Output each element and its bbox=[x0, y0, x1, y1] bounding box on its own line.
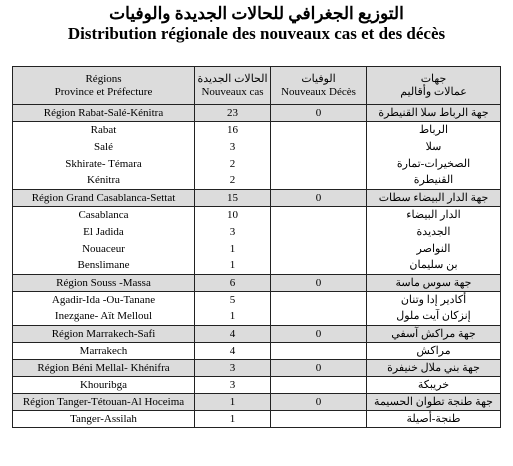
province-row bbox=[13, 292, 501, 309]
new-cases-cell: 3 bbox=[195, 360, 271, 377]
name-cell: Rabat bbox=[13, 122, 195, 139]
name-cell: Région Béni Mellal- Khénifra bbox=[13, 360, 195, 377]
name-cell: Région Souss -Massa bbox=[13, 275, 195, 292]
name-cell: Kénitra bbox=[13, 173, 195, 190]
name-cell: Khouribga bbox=[13, 377, 195, 394]
arabic-name-cell: الصخيرات-تمارة bbox=[367, 156, 501, 173]
name-cell: Salé bbox=[13, 139, 195, 156]
region-row bbox=[13, 394, 501, 411]
new-cases-cell: 3 bbox=[195, 224, 271, 241]
arabic-name-cell: خريبكة bbox=[367, 377, 501, 394]
province-row bbox=[13, 122, 501, 139]
region-row bbox=[13, 190, 501, 207]
name-cell: Tanger-Assilah bbox=[13, 411, 195, 428]
name-cell: Agadir-Ida -Ou-Tanane bbox=[13, 292, 195, 309]
province-row bbox=[13, 258, 501, 275]
title-block bbox=[0, 0, 513, 48]
new-deaths-cell bbox=[271, 292, 367, 309]
new-cases-cell: 23 bbox=[195, 105, 271, 122]
header-regions bbox=[13, 67, 195, 105]
header-sublabel: Nouveaux Décès bbox=[281, 85, 356, 98]
arabic-name-cell: سلا bbox=[367, 139, 501, 156]
name-cell: Casablanca bbox=[13, 207, 195, 224]
province-row bbox=[13, 377, 501, 394]
header-label: جهات bbox=[420, 72, 447, 85]
name-cell: Skhirate- Témara bbox=[13, 156, 195, 173]
header-new-cases bbox=[195, 67, 271, 105]
arabic-name-cell: بن سليمان bbox=[367, 258, 501, 275]
arabic-name-cell: جهة الرباط سلا القنيطرة bbox=[367, 105, 501, 122]
arabic-name-cell: جهة طنجة تطوان الحسيمة bbox=[367, 394, 501, 411]
new-deaths-cell bbox=[271, 241, 367, 258]
province-row bbox=[13, 224, 501, 241]
province-row bbox=[13, 207, 501, 224]
header-label: الحالات الجديدة bbox=[197, 72, 268, 85]
new-deaths-cell bbox=[271, 309, 367, 326]
new-deaths-cell bbox=[271, 156, 367, 173]
arabic-name-cell: جهة الدار البيضاء سطات bbox=[367, 190, 501, 207]
new-deaths-cell: 0 bbox=[271, 326, 367, 343]
name-cell: Marrakech bbox=[13, 343, 195, 360]
new-deaths-cell bbox=[271, 173, 367, 190]
arabic-name-cell: الجديدة bbox=[367, 224, 501, 241]
regional-distribution-table bbox=[12, 66, 501, 428]
arabic-name-cell: جهة مراكش آسفي bbox=[367, 326, 501, 343]
new-deaths-cell: 0 bbox=[271, 360, 367, 377]
new-cases-cell: 1 bbox=[195, 258, 271, 275]
new-cases-cell: 3 bbox=[195, 377, 271, 394]
arabic-name-cell: الرباط bbox=[367, 122, 501, 139]
name-cell: Inezgane- Aït Melloul bbox=[13, 309, 195, 326]
arabic-name-cell: مراكش bbox=[367, 343, 501, 360]
new-cases-cell: 6 bbox=[195, 275, 271, 292]
region-row bbox=[13, 326, 501, 343]
new-deaths-cell bbox=[271, 258, 367, 275]
title-french: Distribution régionale des nouveaux cas et des décès bbox=[67, 24, 446, 43]
new-cases-cell: 4 bbox=[195, 326, 271, 343]
new-cases-cell: 10 bbox=[195, 207, 271, 224]
new-deaths-cell bbox=[271, 343, 367, 360]
title-arabic: التوزيع الجغرافي للحالات الجديدة والوفيات bbox=[109, 4, 404, 23]
region-row bbox=[13, 105, 501, 122]
header-label: Régions bbox=[85, 72, 122, 85]
name-cell: Région Grand Casablanca-Settat bbox=[13, 190, 195, 207]
arabic-name-cell: الدار البيضاء bbox=[367, 207, 501, 224]
name-cell: Région Marrakech-Safi bbox=[13, 326, 195, 343]
arabic-name-cell: جهة سوس ماسة bbox=[367, 275, 501, 292]
province-row bbox=[13, 309, 501, 326]
arabic-name-cell: إنزكان آيت ملول bbox=[367, 309, 501, 326]
arabic-name-cell: طنجة-أصيلة bbox=[367, 411, 501, 428]
new-cases-cell: 16 bbox=[195, 122, 271, 139]
new-deaths-cell: 0 bbox=[271, 394, 367, 411]
new-cases-cell: 3 bbox=[195, 139, 271, 156]
new-deaths-cell bbox=[271, 122, 367, 139]
header-sublabel: عمالات وأقاليم bbox=[400, 85, 467, 98]
name-cell: Nouaceur bbox=[13, 241, 195, 258]
arabic-name-cell: أكادير إدا وتنان bbox=[367, 292, 501, 309]
new-deaths-cell: 0 bbox=[271, 105, 367, 122]
new-deaths-cell bbox=[271, 377, 367, 394]
new-cases-cell: 5 bbox=[195, 292, 271, 309]
new-cases-cell: 1 bbox=[195, 241, 271, 258]
new-cases-cell: 2 bbox=[195, 173, 271, 190]
header-label: الوفيات bbox=[301, 72, 336, 85]
new-cases-cell: 15 bbox=[195, 190, 271, 207]
province-row bbox=[13, 173, 501, 190]
header-arabic-regions bbox=[367, 67, 501, 105]
new-deaths-cell bbox=[271, 139, 367, 156]
arabic-name-cell: النواصر bbox=[367, 241, 501, 258]
arabic-name-cell: جهة بني ملال خنيفرة bbox=[367, 360, 501, 377]
new-cases-cell: 4 bbox=[195, 343, 271, 360]
new-cases-cell: 1 bbox=[195, 411, 271, 428]
name-cell: Région Rabat-Salé-Kénitra bbox=[13, 105, 195, 122]
province-row bbox=[13, 411, 501, 428]
new-cases-cell: 1 bbox=[195, 394, 271, 411]
name-cell: Région Tanger-Tétouan-Al Hoceima bbox=[13, 394, 195, 411]
new-deaths-cell: 0 bbox=[271, 190, 367, 207]
province-row bbox=[13, 156, 501, 173]
name-cell: El Jadida bbox=[13, 224, 195, 241]
region-row bbox=[13, 360, 501, 377]
new-deaths-cell: 0 bbox=[271, 275, 367, 292]
new-cases-cell: 1 bbox=[195, 309, 271, 326]
arabic-name-cell: القنيطرة bbox=[367, 173, 501, 190]
table-header-row bbox=[13, 67, 501, 105]
province-row bbox=[13, 241, 501, 258]
table-body bbox=[13, 105, 501, 428]
new-cases-cell: 2 bbox=[195, 156, 271, 173]
region-row bbox=[13, 275, 501, 292]
new-deaths-cell bbox=[271, 207, 367, 224]
header-sublabel: Nouveaux cas bbox=[201, 85, 264, 98]
header-sublabel: Province et Préfecture bbox=[54, 85, 153, 98]
new-deaths-cell bbox=[271, 224, 367, 241]
new-deaths-cell bbox=[271, 411, 367, 428]
header-new-deaths bbox=[271, 67, 367, 105]
province-row bbox=[13, 139, 501, 156]
province-row bbox=[13, 343, 501, 360]
name-cell: Benslimane bbox=[13, 258, 195, 275]
